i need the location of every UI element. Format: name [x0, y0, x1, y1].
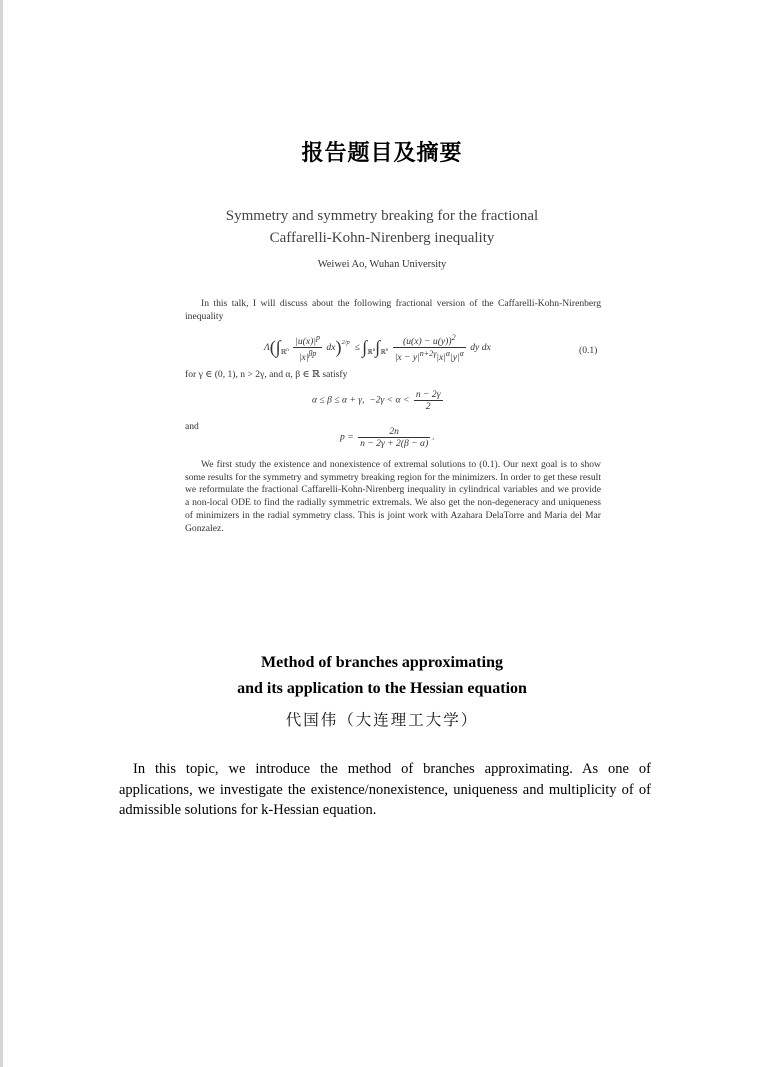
abstract-1-title-line-2: Caffarelli-Kohn-Nirenberg inequality — [269, 230, 495, 246]
talk-2-title — [0, 650, 764, 702]
abstract-1-intro: In this talk, I will discuss about the following fractional version of the Caffarelli-Kohn-Nirenberg inequality — [185, 298, 601, 322]
talk-2-speaker: 代国伟（大连理工大学） — [285, 711, 479, 729]
abstract-1-body: We first study the existence and nonexistence of extremal solutions to (0.1). Our next goal is to show some results for the symmetry and symmetry breaking region for the minimizers. In order to get these result we reformulate the fractional Caffarelli-Kohn-Nirenberg inequality in cylindrical variables and we provide a non-local ODE to find the radially symmetric extremals. We also get the non-degeneracy and uniqueness of minimizers in the radial symmetry class. This is joint work with Azahara DelaTorre and Maria del Mar Gonzalez. — [185, 459, 601, 534]
cKN-inequality-equation: $\Lambda(\int_{ℝ^n}$ $\frac{|u(x)|^p}{|x|^{\beta p}}$ $dx)^{2/p} \le \int_{ℝ^n}\int_{ℝ^n}$ $\frac{(u(x) - u(y))^2}{|x - y|^{n+2\gamma}|x|^\alpha|y|^\alpha}$ dy dx — [264, 333, 491, 364]
abstract-1-author: Weiwei Ao, Wuhan University — [317, 259, 447, 270]
talk-2-title-line-2: and its application to the Hessian equation — [237, 680, 527, 697]
abstract-1-title — [0, 205, 764, 249]
equation-number: (0.1) — [579, 345, 598, 356]
page-title: 报告题目及摘要 — [301, 140, 463, 165]
parameter-condition-equation: α ≤ β ≤ α + γ, −2γ < α < $\frac{n - 2\gamma}{2}$ — [312, 389, 441, 412]
abstract-1-title-line-1: Symmetry and symmetry breaking for the fractional — [225, 208, 539, 224]
talk-2-body: In this topic, we introduce the method of branches approximating. As one of applications, we investigate the existence/nonexistence, uniqueness and multiplicity of of admissible solutions for k-Hessian equation. — [119, 761, 651, 818]
talk-2-title-line-1: Method of branches approximating — [261, 654, 503, 671]
abstract-1-condition: for γ ∈ (0, 1), n > 2γ, and α, β ∈ ℝ satisfy — [185, 369, 348, 380]
exponent-p-equation: p = $\frac{2n}{n - 2\gamma + 2(\beta - \alpha)}$ . — [340, 426, 435, 449]
abstract-1-and: and — [185, 421, 199, 432]
